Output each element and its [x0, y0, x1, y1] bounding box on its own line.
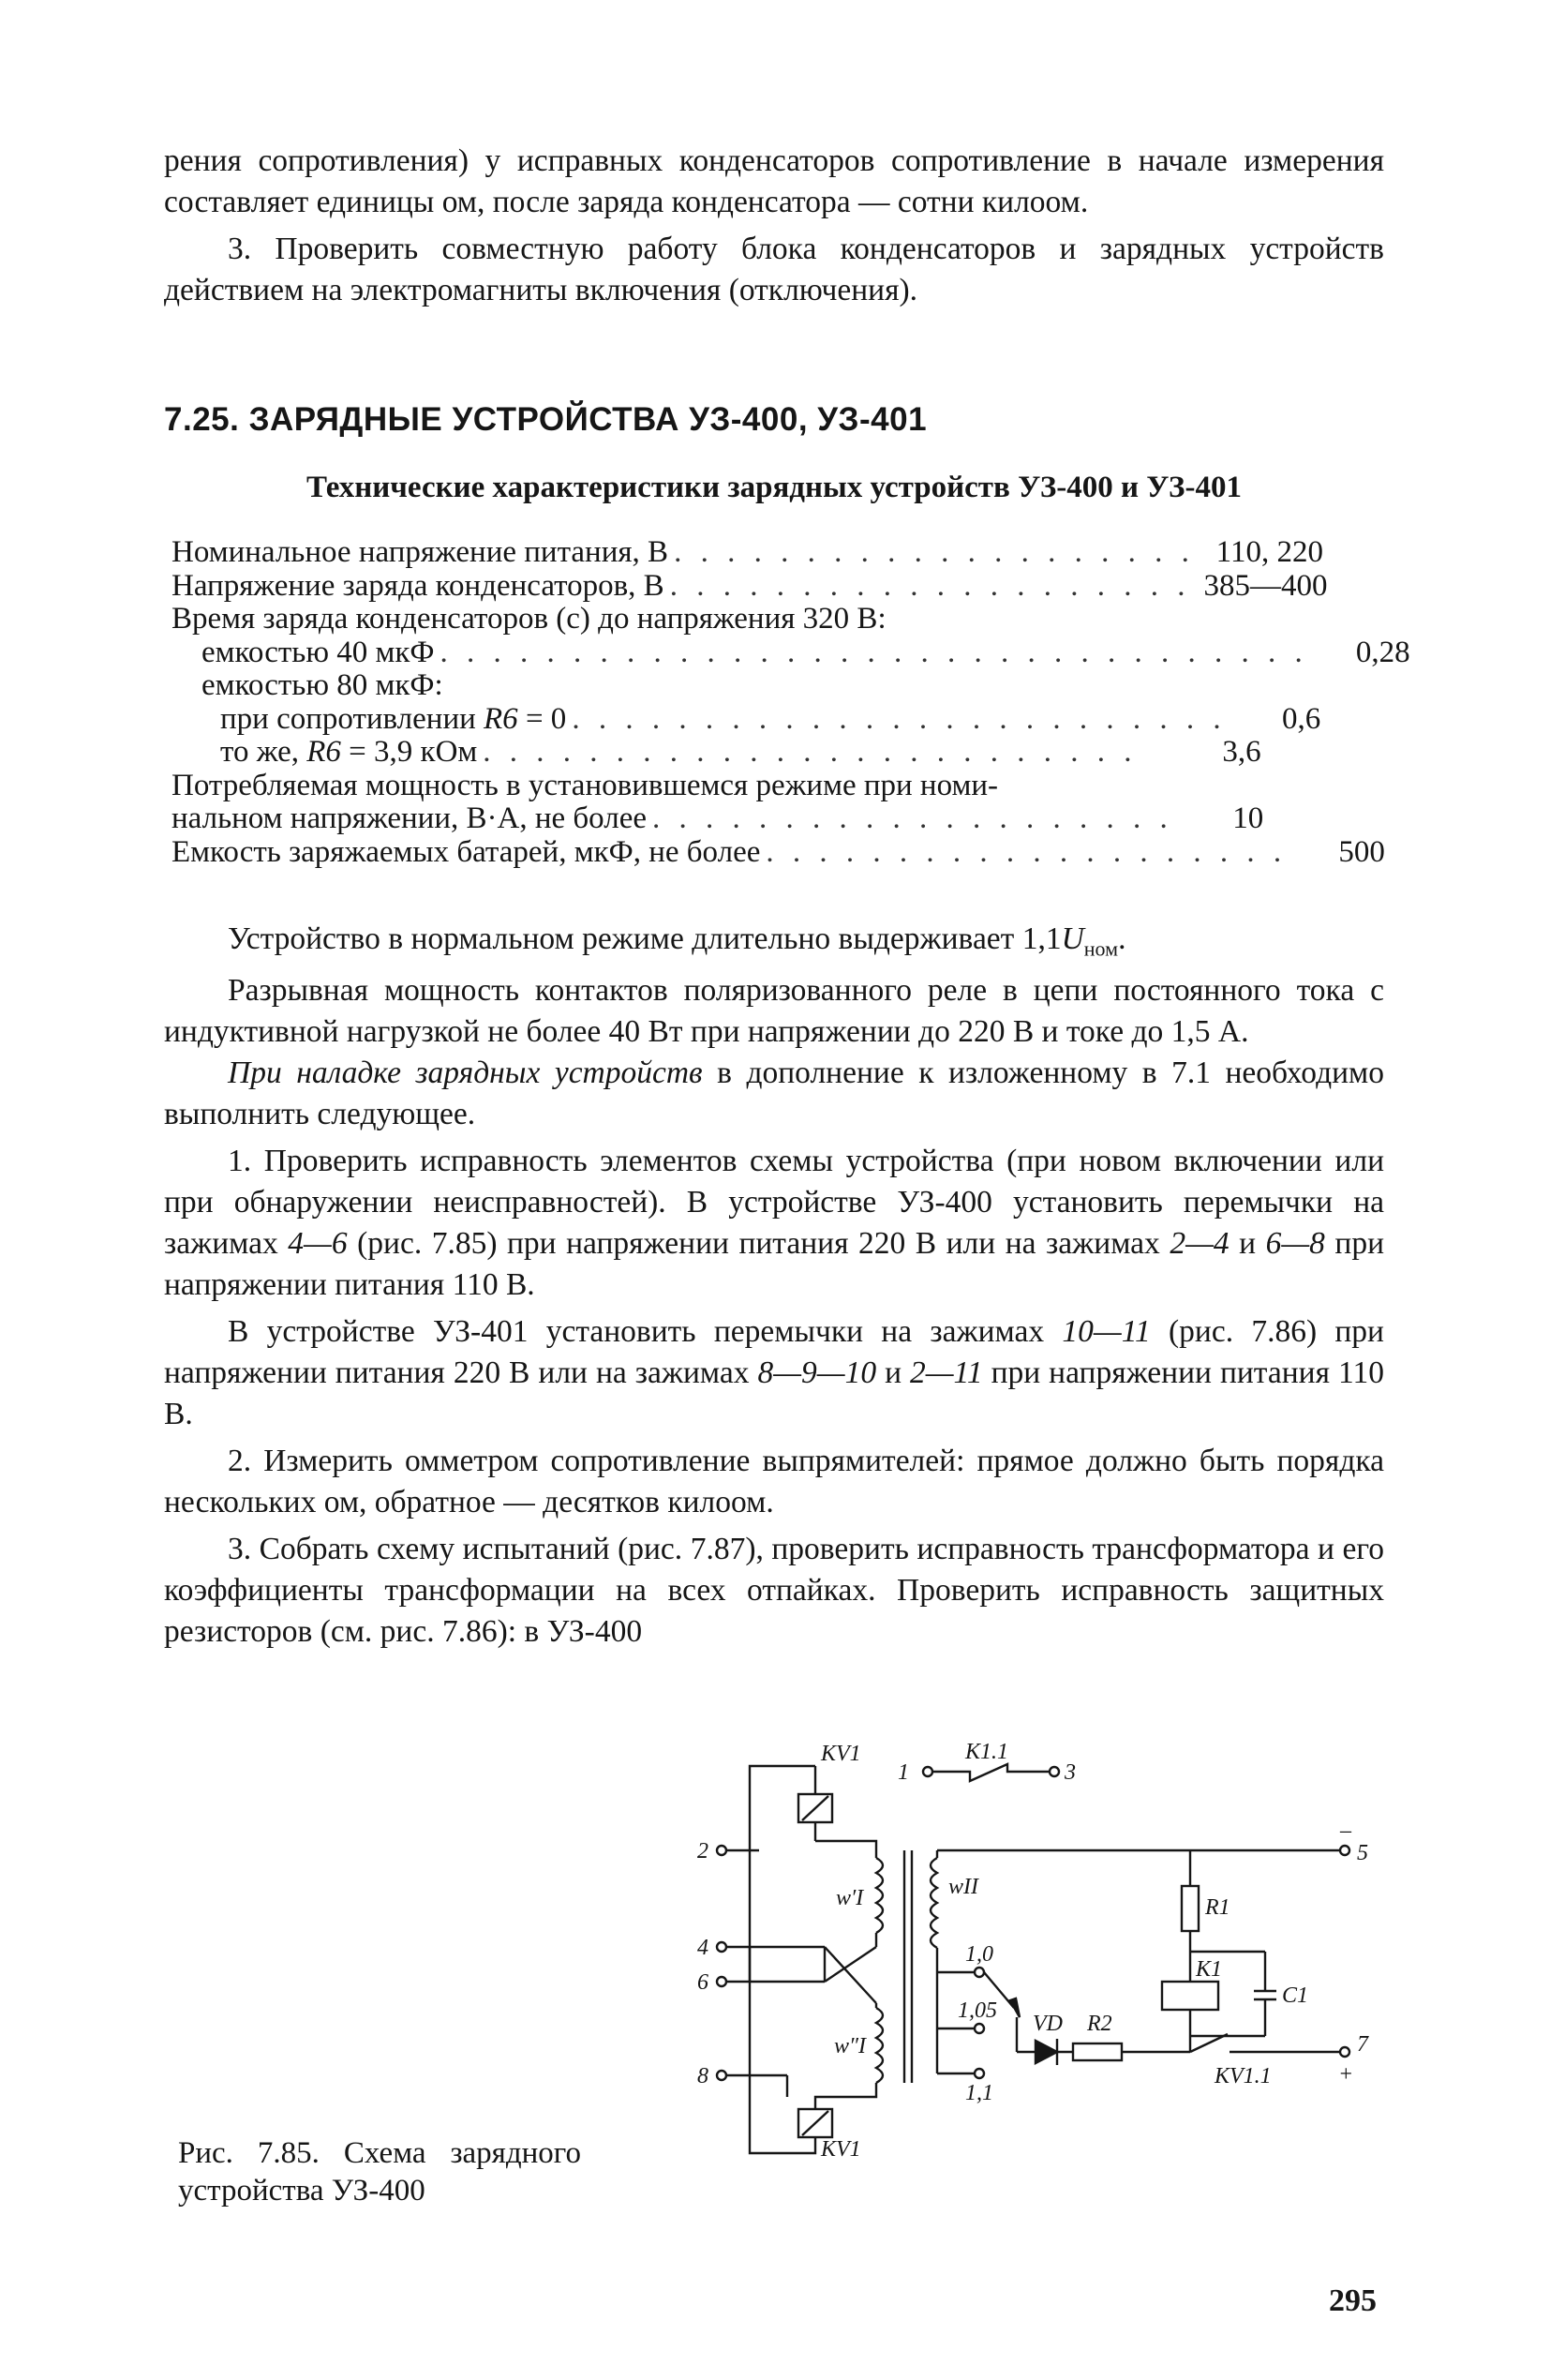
terminal-3 — [1050, 1767, 1059, 1776]
spec-label: Потребляемая мощность в установившемся режиме при номи- — [171, 768, 998, 802]
spec-value: 3,6 — [1222, 735, 1261, 769]
label-vd: VD — [1033, 2012, 1063, 2036]
intro-paragraph-1: рения сопротивления) у исправных конденсаторов сопротивление в начале измерения составляет единицы ом, после заряда конденсатора — сотни килоом. — [164, 143, 1384, 219]
wire — [750, 1766, 797, 2027]
spec-value: 0,6 — [1281, 701, 1321, 736]
diode-vd — [1036, 2041, 1057, 2063]
label-kv11: KV1.1 — [1215, 2064, 1272, 2088]
label-tap11: 1,1 — [965, 2081, 993, 2105]
spec-row: нальном напряжении, В·А, не более . . . . . . . . . . . . . . . . . . . . 10 — [171, 802, 1317, 836]
terminal-1 — [923, 1767, 932, 1776]
paragraph-uz401: В устройстве УЗ-401 установить перемычки на зажимах 10—11 (рис. 7.86) при напряжении питания 220 В или на зажимах 8—9—10 и 2—11 при напряжении питания 110 В. — [164, 1313, 1384, 1431]
label-w2: wII — [948, 1875, 978, 1899]
spec-label: нальном напряжении, В·А, не более — [171, 801, 647, 835]
spec-table — [171, 535, 1410, 869]
label-plus: + — [1338, 2062, 1354, 2087]
resistor-r2 — [1073, 2043, 1122, 2060]
paragraph-setup-intro: При наладке зарядных устройств в дополнение к изложенному в 7.1 необходимо выполнить следующее. — [164, 1055, 1384, 1131]
intro-block — [164, 141, 1384, 311]
label-r1: R1 — [1205, 1895, 1230, 1920]
label-t7: 7 — [1357, 2032, 1368, 2057]
paragraph-step-2: 2. Измерить омметром сопротивление выпрямителей: прямое должно быть порядка нескольких ом, обратное — десятков килоом. — [164, 1443, 1384, 1519]
tap-1-0 — [975, 1968, 984, 1977]
terminal-7 — [1340, 2047, 1349, 2057]
spec-label: Напряжение заряда конденсаторов, В — [171, 568, 664, 603]
relay-kv1-coil — [802, 1796, 828, 1820]
relay-kv1-coil-bottom — [802, 2111, 828, 2135]
spec-label: Номинальное напряжение питания, В — [171, 535, 669, 569]
label-kv1-bottom: KV1 — [821, 2137, 861, 2162]
terminal-6 — [717, 1977, 726, 1986]
label-t4: 4 — [697, 1936, 708, 1960]
section-subtitle: Технические характеристики зарядных устройств УЗ-400 и УЗ-401 — [306, 471, 1242, 504]
terminal-4 — [717, 1942, 726, 1952]
label-tap105: 1,05 — [958, 1998, 997, 2023]
tap-1-05 — [975, 2024, 984, 2033]
spec-row: Номинальное напряжение питания, В . . . . . . . . . . . . . . . . . . . . 110, 220 — [171, 536, 1317, 570]
paragraph-rating: Устройство в нормальном режиме длительно выдерживает $1,1U_{ном}$. — [228, 921, 1126, 961]
page-number: 295 — [1329, 2283, 1377, 2318]
wire — [825, 1947, 876, 2003]
terminal-5 — [1340, 1846, 1349, 1855]
spec-row: то же, R6 = 3,9 кОм . . . . . . . . . . . . . . . . . . . . . . . . . 3,6 — [171, 736, 1317, 770]
figure-caption: Рис. 7.85. Схема зарядного устройства УЗ-400 — [178, 2136, 581, 2208]
spec-value: 0,28 — [1355, 635, 1410, 669]
wire — [815, 1841, 876, 1858]
wire — [750, 2027, 815, 2153]
contact-k1-1 — [932, 1764, 1050, 1781]
spec-label: при сопротивлении R6 = 0 — [220, 701, 567, 736]
spec-row — [171, 669, 1317, 703]
label-c1: C1 — [1282, 1983, 1309, 2008]
label-k11: K1.1 — [965, 1740, 1009, 1764]
secondary-winding — [931, 1858, 937, 1948]
intro-paragraph-2: 3. Проверить совместную работу блока конденсаторов и зарядных устройств действием на электромагниты включения (отключения). — [164, 232, 1384, 307]
label-t2: 2 — [697, 1839, 708, 1864]
resistor-r1 — [1182, 1886, 1199, 1931]
spec-label: Емкость заряжаемых батарей, мкФ, не более — [171, 834, 761, 869]
label-r2: R2 — [1087, 2012, 1112, 2036]
label-w1pp: w″I — [834, 2034, 866, 2058]
primary-winding-1 — [876, 1858, 883, 1933]
paragraph-step-3: 3. Собрать схему испытаний (рис. 7.87), проверить исправность трансформатора и его коэффициенты трансформации на всех отпайках. Проверить исправность защитных резисторов (см. рис. 7.86): в УЗ-400 — [164, 1531, 1384, 1649]
spec-value: 10 — [1232, 801, 1264, 835]
label-minus: – — [1340, 1819, 1351, 1843]
label-k1: K1 — [1196, 1957, 1223, 1982]
spec-row: емкостью 40 мкФ . . . . . . . . . . . . . . . . . . . . . . . . . . . . . . . . . 0,28 — [171, 636, 1317, 670]
label-tap10: 1,0 — [965, 1942, 993, 1967]
spec-label: то же, R6 = 3,9 кОм — [220, 735, 478, 769]
spec-label: емкостью 40 мкФ — [201, 635, 435, 669]
terminal-2 — [717, 1846, 726, 1855]
label-t8: 8 — [697, 2064, 708, 2088]
circuit-diagram — [656, 1736, 1396, 2186]
spec-row — [171, 770, 1317, 803]
spec-row: при сопротивлении R6 = 0 . . . . . . . . . . . . . . . . . . . . . . . . . 0,6 — [171, 703, 1317, 737]
label-t3: 3 — [1065, 1760, 1076, 1785]
tap-1-1 — [975, 2069, 984, 2078]
spec-value: 110, 220 — [1215, 535, 1323, 569]
spec-row: Напряжение заряда конденсаторов, В . . . . . . . . . . . . . . . . . . . . 385—400 — [171, 570, 1317, 604]
label-kv1-top: KV1 — [821, 1742, 861, 1766]
spec-row: Емкость заряжаемых батарей, мкФ, не более . . . . . . . . . . . . . . . . . . . . 500 — [171, 836, 1317, 870]
paragraph-step-1: 1. Проверить исправность элементов схемы устройства (при новом включении или при обнаружении неисправностей). В устройстве УЗ-400 установить перемычки на зажимах 4—6 (рис. 7.85) при напряжении питания 220 В или на зажимах 2—4 и 6—8 при напряжении питания 110 В. — [164, 1143, 1385, 1302]
relay-k1 — [1162, 1982, 1218, 2010]
label-t5: 5 — [1357, 1841, 1368, 1865]
spec-value: 385—400 — [1203, 568, 1328, 603]
body-text — [164, 919, 1384, 1653]
spec-label: Время заряда конденсаторов (с) до напряжения 320 В: — [171, 602, 887, 636]
section-title: 7.25. ЗАРЯДНЫЕ УСТРОЙСТВА УЗ-400, УЗ-401 — [164, 401, 928, 438]
terminal-8 — [717, 2071, 726, 2080]
spec-label: емкостью 80 мкФ: — [201, 668, 443, 702]
label-t1: 1 — [898, 1760, 909, 1785]
label-w1p: w′I — [836, 1886, 864, 1910]
paragraph-breaking-power: Разрывная мощность контактов поляризованного реле в цепи постоянного тока с индуктивной нагрузкой не более 40 Вт при напряжении до 220 В и токе до 1,5 А. — [164, 972, 1384, 1049]
tap-selector — [1010, 1998, 1020, 2017]
wire — [815, 2083, 876, 2109]
label-t6: 6 — [697, 1970, 708, 1995]
spec-row — [171, 603, 1317, 636]
primary-winding-2 — [876, 2008, 883, 2083]
spec-value: 500 — [1338, 834, 1385, 869]
